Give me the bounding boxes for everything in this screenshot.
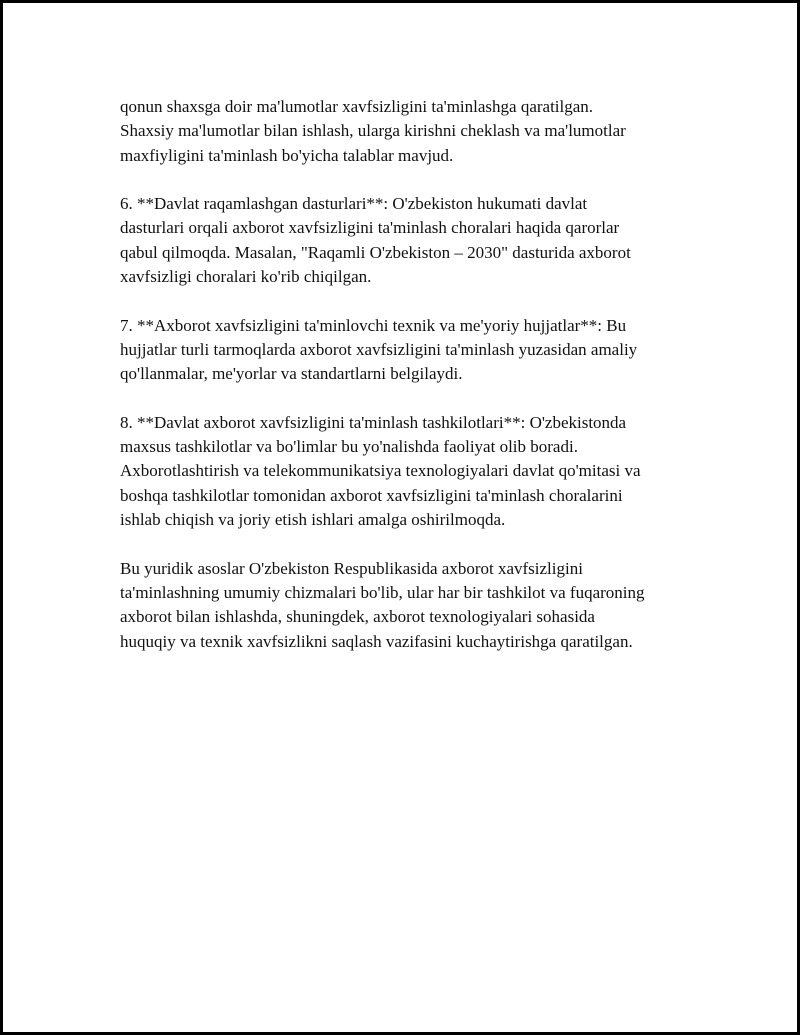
paragraph-conclusion — [120, 557, 700, 654]
text-line: 7. **Axborot xavfsizligini ta'minlovchi texnik va me'yoriy hujjatlar**: Bu — [120, 315, 627, 335]
text-line: ta'minlashning umumiy chizmalari bo'lib, ular har bir tashkilot va fuqaroning — [120, 582, 645, 602]
text-line: xavfsizligi choralari ko'rib chiqilgan. — [120, 267, 372, 287]
text-line: Shaxsiy ma'lumotlar bilan ishlash, ularga kirishni cheklash va ma'lumotlar — [120, 121, 626, 141]
text-line: maxsus tashkilotlar va bo'limlar bu yo'nalishda faoliyat olib boradi. — [120, 437, 578, 457]
paragraph-spacer — [120, 532, 700, 556]
paragraph-item-8 — [120, 411, 700, 532]
text-line: ishlab chiqish va joriy etish ishlari amalga oshirilmoqda. — [120, 510, 506, 530]
paragraph-spacer — [120, 387, 700, 411]
text-line: 8. **Davlat axborot xavfsizligini ta'minlash tashkilotlari**: O'zbekistonda — [120, 412, 627, 432]
paragraph-privacy-law — [120, 95, 700, 168]
text-line: 6. **Davlat raqamlashgan dasturlari**: O'zbekiston hukumati davlat — [120, 194, 588, 214]
text-line: qo'llanmalar, me'yorlar va standartlarni belgilaydi. — [120, 364, 463, 384]
text-line: axborot bilan ishlashda, shuningdek, axborot texnologiyalari sohasida — [120, 607, 595, 627]
paragraph-spacer — [120, 168, 700, 192]
paragraph-item-7 — [120, 314, 700, 387]
text-line: qonun shaxsga doir ma'lumotlar xavfsizligini ta'minlashga qaratilgan. — [120, 97, 594, 116]
text-line: boshqa tashkilotlar tomonidan axborot xavfsizligini ta'minlash choralarini — [120, 485, 623, 505]
text-line: huquqiy va texnik xavfsizlikni saqlash vazifasini kuchaytirishga qaratilgan. — [120, 631, 633, 651]
text-line: hujjatlar turli tarmoqlarda axborot xavfsizligini ta'minlash yuzasidan amaliy — [120, 339, 638, 359]
text-line: maxfiyligini ta'minlash bo'yicha talablar mavjud. — [120, 145, 454, 165]
text-line: Bu yuridik asoslar O'zbekiston Respublikasida axborot xavfsizligini — [120, 558, 583, 578]
text-line: Axborotlashtirish va telekommunikatsiya texnologiyalari davlat qo'mitasi va — [120, 461, 641, 481]
text-line: qabul qilmoqda. Masalan, "Raqamli O'zbekiston – 2030" dasturida axborot — [120, 242, 631, 262]
document-body — [120, 95, 700, 654]
paragraph-item-6 — [120, 192, 700, 289]
paragraph-spacer — [120, 289, 700, 313]
text-line: dasturlari orqali axborot xavfsizligini ta'minlash choralari haqida qarorlar — [120, 218, 620, 238]
